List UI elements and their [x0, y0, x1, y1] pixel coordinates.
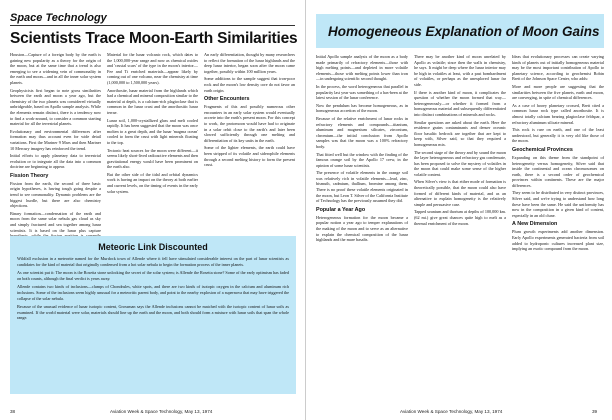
section-rule: [10, 25, 295, 26]
page-number-left: 38: [10, 409, 16, 414]
body-paragraph: Material for the lunar volcanic rock, which dates to the 1,000,000-year range and now as chemical oxides and 'crustal scars' of the type in the moon's interior—Fee and Ti enriched materials—appear likely by coming out of one volcano, near the chemistry at time (1,000,000 to 1,500,000 years).: [107, 52, 198, 85]
sidebar-box: [10, 236, 296, 394]
body-paragraph: Evolutionary and environmental differences after formation may thus account even for wide detail variations. First the Mariner 9 Mars and then Mariner 10 Mercury imagery has reinforced the trend.: [10, 128, 101, 151]
article-column-1: [10, 52, 101, 260]
body-paragraph: The second stage of the theory and by sound the moon the layer heterogeneous and refractory gas condensate, has been proposed to solve the mystery of volatiles in the moon that could make some sense of the higher volatile content.: [414, 149, 506, 177]
right-article-column-1: [316, 54, 408, 398]
body-paragraph: That fitted well but the window with the finding of the famous orange soil by the Apollo 17 crew, in the opinion of some lunar scientists.: [316, 151, 408, 168]
body-paragraph: When Silver's view is that either mode of formation is theoretically possible, that the moon could also have formed of different kinds of material, and as an alternative to explain homogeneity is the relatively simple and persuasive case.: [414, 179, 506, 207]
article-column-3: [204, 52, 295, 260]
sidebar-paragraph: Wildfall exclusion in a meteorite named for the Murdock town of Allende where it fell have stimulated considerable interest on the part of lunar scientists as candidates for the kind of material that originally condensed from a hot solar nebula to begin the formation process of the inner planets.: [17, 256, 289, 267]
body-paragraph: Some of the lighter elements, the earth could have been stripped of its volatile and siderophile elements through a second melting history to form the present crust.: [204, 145, 295, 168]
right-article-headline: Homogeneous Explanation of Moon Gains: [328, 23, 600, 39]
right-article-column-2: [414, 54, 506, 398]
article-columns: [10, 52, 295, 260]
sidebar-paragraph: Because of the unusual evidence of lunar isotopic content, Grossman says the Allende inclusions cannot be matched with the isotopic content of lunar soils as examined. If the world material were solar, materials should line up the earth and the moon, and both should form a mixture with lunar soils that span the whole range.: [17, 304, 289, 321]
section-subhead: Fission Theory: [10, 172, 49, 179]
body-paragraph: The presence of volatile elements in the orange soil was relatively rich in volatile elements—lead, zinc, bismuth, cadmium, thallium, bromine among them. There is no proof these volatile elements originated in the moon, but Leon T. Silver of the California Institute of Technology has the previously assumed they did.: [316, 170, 408, 204]
page-number-right: 39: [592, 409, 598, 414]
body-paragraph: Tapped uranium and thorium at depths of 100,000 km. (62 mi.) give great chances quite high to melt as a thermal enrichment of the moon.: [414, 209, 506, 226]
right-article-column-3: [512, 54, 604, 398]
article-headline: Scientists Trace Moon-Earth Similarities: [10, 30, 298, 47]
body-paragraph: Heterogeneous formation for the moon became a popular notion a year ago to temper explanations of the making of the moon and to serve as an alternative to explain the chemical composition of the lunar highlands and the mare basalts.: [316, 214, 408, 243]
right-article-columns: [316, 54, 604, 398]
headline-banner: [316, 14, 604, 48]
body-paragraph: Initial efforts to apply planetary data to terrestrial evolution or to integrate all the data into a common doctrine are beginning to appear.: [10, 153, 101, 170]
body-paragraph: Expanding on this theme from the standpoint of heterogeneity versus homogeneity, Silver said that inside the continental and ocean chromosomes on earth, there is a second order of geochemical provinces within continents. These are the major differences.: [512, 154, 604, 188]
body-paragraph: Anorthosite, lunar material from the highlands which had a chemical and mineral composition similar to the material at depth, is a calcium-rich plagioclase that is common in the lunar crust and the anorthositic lunar terrae.: [107, 87, 198, 115]
body-paragraph: Initial Apollo sample analysis of the moon as a body made primarily of refractory elements—those with high melting points—and depleted in more volatile elements—those with melting points lower than iron—in undergoing scientific second thought.: [316, 54, 408, 82]
footer-credit-right: Aviation Week & Space Technology, May 13, 1974: [400, 409, 503, 414]
article-column-2: [107, 52, 198, 260]
sidebar-paragraph: As one scientist put it: The moon is the Rosetta stone unlocking the secret of the solar system; is Allende the Rosetta stone? Some of the early optimism has faded on both counts, although the final verdict is years away.: [17, 270, 289, 281]
body-paragraph: Similar questions are asked about the earth. Here the residence grains contaminants and denser oceanic floor basaltic bedrock are together that are kept to keep with, Silver said, so that they required a homogeneous mix.: [414, 119, 506, 147]
right-page: [306, 0, 612, 420]
section-subhead: Geochemical Provinces: [512, 146, 573, 153]
body-paragraph: Ideas that evolutionary processes can create varying kinds of planets out of initially homogeneous material may be the most important contribution of Apollo to planetary science, according to geochemist Robin Brett of the Johnson Space Center, who adds:: [512, 54, 604, 82]
body-paragraph: Plum growth experiments add another dimension. Early Apollo experiments generated bacteria from soil added to hydroponic cultures increased plant size, implying an exotic compound from the moon.: [512, 229, 604, 252]
section-subhead: Popular a Year Ago: [316, 206, 366, 213]
section-tag: Space Technology: [10, 12, 107, 24]
body-paragraph: As a case of hooey planetary crossed, Brett cited a common lunar rock type called anorthosite. It is almost totally calcium bearing plagioclase feldspar, a refractory aluminum silicate mineral.: [512, 102, 604, 125]
body-paragraph: Fragments of this and possibly numerous other encounters in an early solar system would eventually accrete into the earth's present moon. For this concept to work, the protomoon would have had to originate in a solar orbit close to the earth's and later been slowed sufficiently through one melting and differentiation of its key units in the earth.: [204, 104, 295, 143]
section-subhead: A New Dimension: [512, 221, 558, 228]
body-paragraph: Houston—Capture of a foreign body by the earth is gaining new popularity as a theory for the origin of the moon, but at the same time that a trend is also emerging to see a widening vein of commonality in the earth and moon—and in all the inner solar system planets.: [10, 52, 101, 85]
body-paragraph: An early differentiation, thought by many researchers to reflect the formation of the lunar highlands and the deep lunar interior, began soon after the moon came together, possibly within 100 million years.: [204, 52, 295, 74]
body-paragraph: Binary formation—condensation of the earth and moon from the same solar nebula gas cloud as sky and simply fractured and sea together among lunar scientists. It is based on the lunar plus capture: [10, 210, 101, 233]
body-paragraph: Because of the relative enrichment of lunar rocks in refractory elements and compounds—titanium, aluminum and magnesium silicates, zirconium, chromium—the initial conclusion from Apollo samples was that the moon was a 100% refractory body.: [316, 115, 408, 149]
body-paragraph: There may be another kind of moon unrelated by Apollo as volatile; since then the walls in chemistry, he says. It might be deep where the lunar interior may be high in volatiles at least, with a past bombardment of volatiles, or perhaps as the unexplored lunar far side.: [414, 54, 506, 87]
body-paragraph: Some additions to the sample suggest that iron-poor rock and the moon's low density core do not favor an earth origin.: [204, 76, 295, 93]
body-paragraph: Geophysicists first began to note gross similarities between the earth and moon a year ago, but the chemistry of the two planets was considered virtually unbridgeable, based on Apollo sample analysis. While the elements remain distinct, there is a tendency now to find a work-around, to consider a common starting material for all the terrestrial planets.: [10, 87, 101, 127]
sidebar-title: Meteoric Link Discounted: [98, 242, 208, 252]
sidebar-paragraph: Allende contains two kinds of inclusions—clumps of Chondrules, white spots, and there are two kinds of isotopic oxygen in the calcium and aluminum rich inclusions. Some of the inclusions seem highly unusual for a meteoritic parent body, and point to the nearby explosion of a supernova that may have triggered the collapse of the solar nebula.: [17, 284, 289, 301]
body-paragraph: More and more people are suggesting that the similarities between the five planets, earth and moon, are converging, in spite of chemical differences.: [512, 83, 604, 101]
body-paragraph: Lunar soil, 1,000-crystallized glass and melt cooled rapidly. It has been suggested that the moon was once molten to a great depth, and the lunar 'magma ocean' cooled to form the crust with light minerals floating to the top.: [107, 117, 198, 145]
body-paragraph: But the other side of the tidal and orbital dynamics work is having an impact on the theory at both earlier and current levels, on the timing of events in the early solar system.: [107, 171, 198, 194]
body-paragraph: Tectonic heat sources for the moon were different—it seems likely short-lived radioactive elements and then gravitational energy would have been prominent on the earth also.: [107, 147, 198, 170]
section-subhead: Other Encounters: [204, 96, 250, 103]
footer-credit-left: Aviation Week & Space Technology, May 13, 1974: [110, 409, 213, 414]
body-paragraph: This rock is rare on earth, and one of the least understood, but generally it is very old like those of the moon.: [512, 127, 604, 144]
body-paragraph: If there is another kind of moon, it complicates the question of whether the moon formed that way—heterogeneously—or whether it formed from a homogeneous material and subsequently differentiated into distinct combinations of minerals and rocks.: [414, 89, 506, 117]
body-paragraph: They seem to be distributed in very distinct provinces, Silver said, and we're trying to understand how long these have been the same. He said the uniformity has now in the composition in a given kind of content, especially in an old clune.: [512, 190, 604, 218]
body-paragraph: Now the pendulum has become homogeneous, as in homogeneous accretion of the moon.: [316, 102, 408, 114]
body-paragraph: In the process, the word heterogeneous that parallel in popularity last year was something of a has-been at the latest session of the lunar conference.: [316, 83, 408, 101]
body-paragraph: Fission from the earth, the second of three basic origin hypotheses, is having tough going despite a trend to see commonality. Dynamic problems are the biggest hurdle, but there are also chemistry objections.: [10, 180, 101, 209]
sidebar-body: [17, 256, 289, 321]
